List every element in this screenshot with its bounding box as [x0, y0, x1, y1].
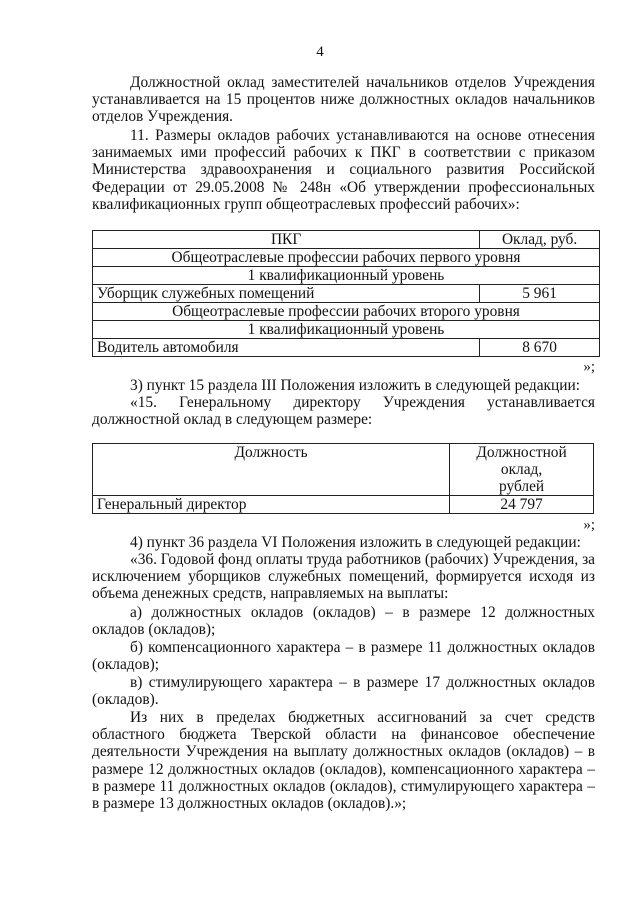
profession-cell: Уборщик служебных помещений: [93, 285, 480, 303]
paragraph-item-4: 4) пункт 36 раздела VI Положения изложить в следующей редакции:: [130, 534, 581, 551]
table-row: [93, 339, 600, 357]
table-group-row: [93, 249, 600, 267]
group-first-level: Общеотраслевые профессии рабочих первого уровня: [93, 249, 600, 267]
paragraph-36: «36. Годовой фонд оплаты труда работников (рабочих) Учреждения, за исключением уборщиков служебных помещений, формируется исходя из объема денежных средств, направляемых на выплаты:: [92, 551, 595, 603]
table-header-row: [93, 444, 594, 496]
header-salary: [450, 444, 594, 496]
header-salary-line: оклад,: [500, 461, 543, 478]
paragraph-final: Из них в пределах бюджетных ассигнований за счет средств областного бюджета Тверской области на финансовое обеспечение деятельности Учреждения на выплату должностных окладов (окладов) – в размере 12 должностных окладов (окладов), компенсационного характера – в размере 11 должностных окладов (окладов), стимулирующего характера – в размере 13 должностных окладов (окладов).»;: [92, 709, 595, 813]
header-pkg: ПКГ: [93, 231, 480, 249]
paragraph-deputy-salary: Должностной оклад заместителей начальников отделов Учреждения устанавливается на 15 процентов ниже должностных окладов начальников отделов Учреждения.: [92, 74, 595, 126]
profession-cell: Водитель автомобиля: [93, 339, 480, 357]
director-salary-table: [92, 443, 594, 514]
qualification-level: 1 квалификационный уровень: [93, 321, 600, 339]
header-salary-line: рублей: [498, 478, 545, 495]
end-quote: »;: [583, 517, 595, 533]
position-cell: Генеральный директор: [93, 496, 450, 514]
salary-cell: 24 797: [450, 496, 594, 514]
page-number: 4: [316, 44, 324, 60]
paragraph-item-3: 3) пункт 15 раздела III Положения изложить в следующей редакции:: [130, 377, 581, 394]
table-level-row: [93, 267, 600, 285]
table-level-row: [93, 321, 600, 339]
salary-cell: 5 961: [480, 285, 600, 303]
table-header-row: [93, 231, 600, 249]
paragraph-b: б) компенсационного характера – в размере 11 должностных окладов (окладов);: [92, 639, 595, 674]
workers-salary-table: [92, 230, 600, 357]
table-group-row: [93, 303, 600, 321]
table-row: [93, 285, 600, 303]
salary-cell: 8 670: [480, 339, 600, 357]
header-position: Должность: [93, 444, 450, 496]
paragraph-11: 11. Размеры окладов рабочих устанавливаются на основе отнесения занимаемых ими профессий рабочих к ПКГ в соответствии с приказом Министерства здравоохранения и социального развития Российской Федерации от 29.05.2008 № 248н «Об утверждении профессиональных квалификационных групп общеотраслевых профессий рабочих»:: [92, 127, 595, 213]
qualification-level: 1 квалификационный уровень: [93, 267, 600, 285]
paragraph-15: «15. Генеральному директору Учреждения устанавливается должностной оклад в следующем размере:: [92, 394, 595, 429]
header-salary-line: Должностной: [476, 444, 567, 461]
table-row: [93, 496, 594, 514]
paragraph-v: в) стимулирующего характера – в размере 17 должностных окладов (окладов).: [92, 674, 595, 709]
header-salary: Оклад, руб.: [480, 231, 600, 249]
paragraph-a: а) должностных окладов (окладов) – в размере 12 должностных окладов (окладов);: [92, 604, 595, 639]
end-quote: »;: [583, 359, 595, 375]
group-second-level: Общеотраслевые профессии рабочих второго уровня: [93, 303, 600, 321]
